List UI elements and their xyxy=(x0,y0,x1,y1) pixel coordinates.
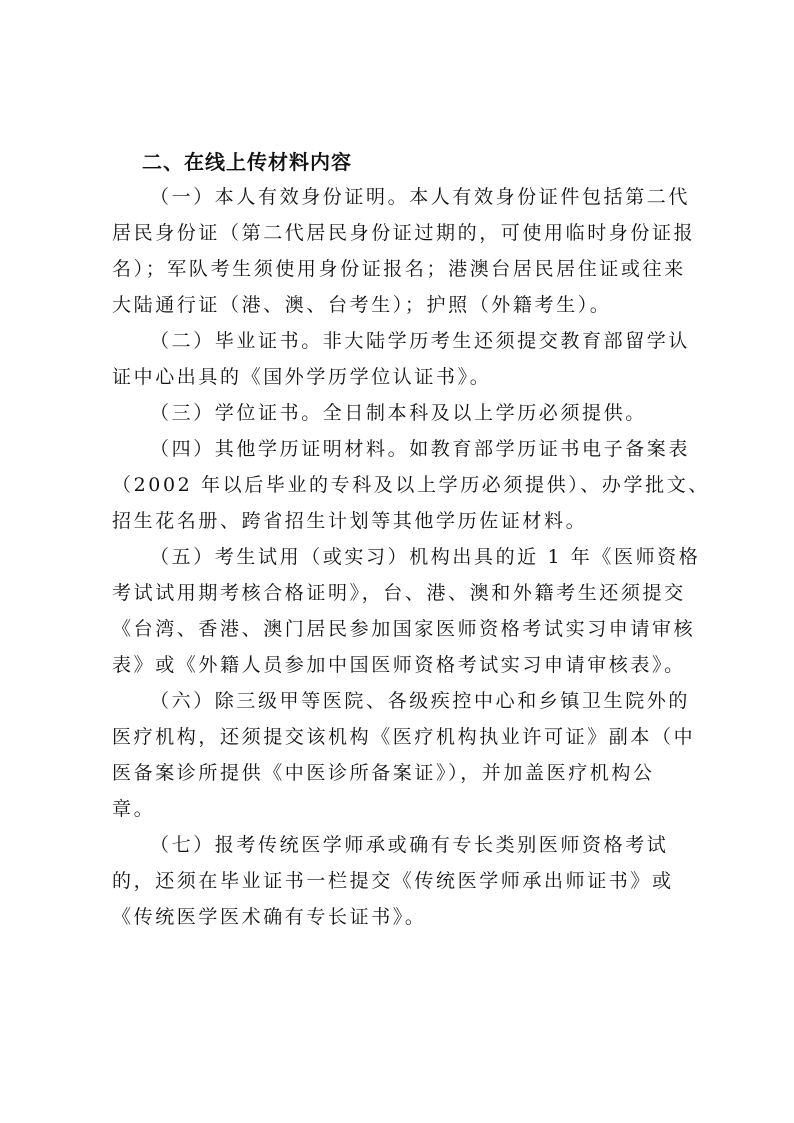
paragraph-line: （六）除三级甲等医院、各级疾控中心和乡镇卫生院外的 xyxy=(150,690,691,712)
paragraph-line: 名）；军队考生须使用身份证报名；港澳台居民居住证或往来 xyxy=(112,258,686,280)
paragraph-line: 证中心出具的《国外学历学位认证书》。 xyxy=(112,366,492,388)
paragraph-7 xyxy=(112,827,682,935)
paragraph-line: 《传统医学医术确有专长证书》。 xyxy=(112,906,427,928)
paragraph-line: 医疗机构，还须提交该机构《医疗机构执业许可证》副本（中 xyxy=(112,726,696,748)
paragraph-line: （2002 年以后毕业的专科及以上学历必须提供）、办学批文、 xyxy=(112,474,710,496)
document-body xyxy=(112,145,710,935)
paragraph-line: （三）学位证书。全日制本科及以上学历必须提供。 xyxy=(150,402,647,424)
paragraph-line: 大陆通行证（港、澳、台考生）；护照（外籍考生）。 xyxy=(112,294,612,316)
paragraph-3 xyxy=(112,395,682,431)
paragraph-line: 章。 xyxy=(112,798,156,820)
paragraph-5 xyxy=(112,539,701,683)
paragraph-line: （二）毕业证书。非大陆学历考生还须提交教育部留学认 xyxy=(150,330,691,352)
paragraph-2 xyxy=(112,323,691,395)
paragraph-line: 招生花名册、跨省招生计划等其他学历佐证材料。 xyxy=(112,510,588,532)
paragraph-line: （七）报考传统医学师承或确有专长类别医师资格考试 xyxy=(150,834,669,856)
paragraph-1 xyxy=(112,179,696,323)
paragraph-4 xyxy=(112,431,710,539)
paragraph-line: （一）本人有效身份证明。本人有效身份证件包括第二代 xyxy=(150,186,691,208)
paragraph-line: （五）考生试用（或实习）机构出具的近 1 年《医师资格 xyxy=(150,546,701,568)
paragraph-line: 医备案诊所提供《中医诊所备案证》），并加盖医疗机构公 xyxy=(112,762,655,784)
paragraph-6 xyxy=(112,683,696,827)
paragraph-line: 《台湾、香港、澳门居民参加国家医师资格考试实习申请审核 xyxy=(112,618,696,640)
paragraph-line: 表》或《外籍人员参加中国医师资格考试实习申请审核表》。 xyxy=(112,654,686,676)
section-heading: 二、在线上传材料内容 xyxy=(142,150,352,174)
paragraph-line: 居民身份证（第二代居民身份证过期的，可使用临时身份证报 xyxy=(112,222,696,244)
paragraph-line: 的，还须在毕业证书一栏提交《传统医学师承出师证书》或 xyxy=(112,870,674,892)
paragraph-line: 考试试用期考核合格证明》，台、港、澳和外籍考生还须提交 xyxy=(112,582,686,604)
paragraph-line: （四）其他学历证明材料。如教育部学历证书电子备案表 xyxy=(150,438,691,460)
